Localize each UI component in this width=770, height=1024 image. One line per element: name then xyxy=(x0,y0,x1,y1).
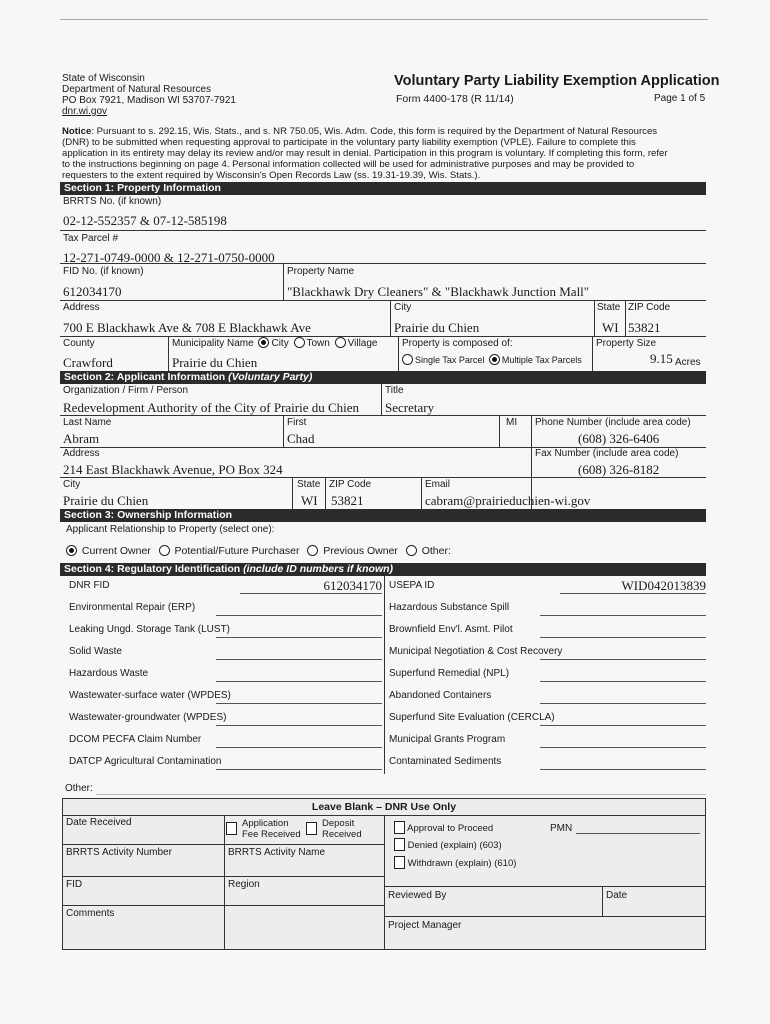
org-label: Organization / Firm / Person xyxy=(63,385,189,396)
right-reg-value-0[interactable]: WID042013839 xyxy=(621,578,706,593)
left-reg-field-line-8 xyxy=(216,769,382,770)
muni-village-radio[interactable] xyxy=(335,337,346,348)
left-reg-field-line-7 xyxy=(216,747,382,748)
phone-label: Phone Number (include area code) xyxy=(535,417,691,428)
comments-label: Comments xyxy=(66,908,115,919)
brrts-label: BRRTS No. (if known) xyxy=(63,196,162,207)
top-rule xyxy=(60,19,708,20)
form-title: Voluntary Party Liability Exemption Application xyxy=(394,73,720,89)
review-date-label: Date xyxy=(606,890,628,901)
right-reg-field-line-4 xyxy=(540,681,706,682)
mi-label: MI xyxy=(506,417,518,428)
left-reg-field-line-2 xyxy=(216,637,382,638)
left-reg-label-0: DNR FID xyxy=(69,580,110,591)
email-field[interactable]: cabram@prairieduchien-wi.gov xyxy=(425,493,591,508)
right-reg-field-line-3 xyxy=(540,659,706,660)
applicant-address-label: Address xyxy=(63,448,100,459)
left-reg-field-line-5 xyxy=(216,703,382,704)
pmn-label: PMN xyxy=(550,823,573,834)
single-parcel-radio[interactable] xyxy=(402,354,413,365)
zip-label: ZIP Code xyxy=(628,302,671,313)
phone-field[interactable]: (608) 326-6406 xyxy=(578,431,660,446)
left-reg-label-4: Hazardous Waste xyxy=(69,668,149,679)
date-received-label: Date Received xyxy=(66,817,132,828)
tax-parcel-label: Tax Parcel # xyxy=(63,233,119,244)
first-name-label: First xyxy=(287,417,307,428)
relationship-label: Applicant Relationship to Property (select one): xyxy=(66,524,275,535)
left-reg-label-7: DCOM PECFA Claim Number xyxy=(69,734,202,745)
applicant-city-label: City xyxy=(63,479,81,490)
property-name-label: Property Name xyxy=(287,266,355,277)
right-reg-field-line-8 xyxy=(540,769,706,770)
denied-row: Denied (explain) (603) xyxy=(394,838,502,851)
composed-label: Property is composed of: xyxy=(402,338,513,349)
future-purchaser-radio[interactable] xyxy=(159,545,170,556)
municipality-name-field[interactable]: Prairie du Chien xyxy=(172,355,258,370)
city-field[interactable]: Prairie du Chien xyxy=(394,320,480,335)
left-reg-field-line-1 xyxy=(216,615,382,616)
state-label: State xyxy=(597,302,621,313)
right-reg-label-4: Superfund Remedial (NPL) xyxy=(389,668,510,679)
address-field[interactable]: 700 E Blackhawk Ave & 708 E Blackhawk Ave xyxy=(63,320,311,335)
fid-label: FID No. (if known) xyxy=(63,266,144,277)
other-label: Other: xyxy=(65,783,93,794)
left-reg-field-line-6 xyxy=(216,725,382,726)
notice-bold: Notice xyxy=(62,126,92,137)
property-size-field[interactable]: 9.15 xyxy=(650,351,673,366)
municipality-type: Municipality Name City Town Village xyxy=(172,338,378,349)
page-number: Page 1 of 5 xyxy=(654,93,706,104)
deposit-received-checkbox[interactable] xyxy=(306,822,317,835)
left-reg-field-line-0 xyxy=(240,593,382,594)
county-field[interactable]: Crawford xyxy=(63,355,113,370)
previous-owner-radio[interactable] xyxy=(307,545,318,556)
city-label: City xyxy=(394,302,412,313)
brrts-activity-number-label: BRRTS Activity Number xyxy=(66,847,172,858)
right-reg-field-line-0 xyxy=(560,593,706,594)
muni-city-radio[interactable] xyxy=(258,337,269,348)
form-number: Form 4400-178 (R 11/14) xyxy=(396,93,514,105)
reviewed-by-label: Reviewed By xyxy=(388,890,447,901)
fax-label: Fax Number (include area code) xyxy=(535,448,679,459)
org-field[interactable]: Redevelopment Authority of the City of Prairie du Chien xyxy=(63,400,360,415)
right-reg-label-1: Hazardous Substance Spill xyxy=(389,602,510,613)
section-3-heading: Section 3: Ownership Information xyxy=(60,509,706,522)
left-reg-label-8: DATCP Agricultural Contamination xyxy=(69,756,222,767)
title-field[interactable]: Secretary xyxy=(385,400,435,415)
last-name-field[interactable]: Abram xyxy=(63,431,100,446)
multiple-parcels-radio[interactable] xyxy=(489,354,500,365)
fee-received-checkbox[interactable] xyxy=(226,822,237,835)
left-reg-label-6: Wastewater-groundwater (WPDES) xyxy=(69,712,227,723)
applicant-state-field[interactable]: WI xyxy=(301,493,318,508)
email-label: Email xyxy=(425,479,451,490)
muni-town-radio[interactable] xyxy=(294,337,305,348)
left-reg-label-2: Leaking Ungd. Storage Tank (LUST) xyxy=(69,624,231,635)
left-reg-field-line-3 xyxy=(216,659,382,660)
right-reg-field-line-5 xyxy=(540,703,706,704)
agency-line-2: Department of Natural Resources xyxy=(62,84,211,95)
agency-line-3: PO Box 7921, Madison WI 53707-7921 xyxy=(62,95,236,106)
tax-parcel-field[interactable]: 12-271-0749-0000 & 12-271-0750-0000 xyxy=(63,250,275,265)
fid-field[interactable]: 612034170 xyxy=(63,284,122,299)
county-label: County xyxy=(63,338,95,349)
withdrawn-row: Withdrawn (explain) (610) xyxy=(394,856,516,869)
address-label: Address xyxy=(63,302,100,313)
right-reg-label-6: Superfund Site Evaluation (CERCLA) xyxy=(389,712,555,723)
left-reg-value-0[interactable]: 612034170 xyxy=(323,578,382,593)
left-reg-label-5: Wastewater-surface water (WPDES) xyxy=(69,690,231,701)
denied-checkbox[interactable] xyxy=(394,838,405,851)
right-reg-label-5: Abandoned Containers xyxy=(389,690,492,701)
dnr-use-heading: Leave Blank – DNR Use Only xyxy=(311,801,457,813)
left-reg-field-line-4 xyxy=(216,681,382,682)
notice-text: Notice: Pursuant to s. 292.15, Wis. Stats., and s. NR 750.05, Wis. Adm. Code, this form is required by the Department of Natural Resources (DNR) to be submitted when requesting approval to participate in the voluntary party liability exemption (VPLE). Failure to complete this application in its entirety may delay its review and/or may result in denial. Participation in this program is voluntary. If completing this form, refer to the instructions beginning on page 4. Personal information collected will be used for administrative purposes and may be provided to requesters to the extent required by Wisconsin's Open Records Law (ss. 19.31-19.39, Wis. Stats.). xyxy=(62,126,668,181)
right-reg-label-7: Municipal Grants Program xyxy=(389,734,506,745)
right-reg-field-line-1 xyxy=(540,615,706,616)
left-reg-label-1: Environmental Repair (ERP) xyxy=(69,602,196,613)
zip-field[interactable]: 53821 xyxy=(628,320,661,335)
section-2-heading: Section 2: Applicant Information (Voluntary Party) xyxy=(60,371,706,384)
applicant-zip-label: ZIP Code xyxy=(329,479,372,490)
current-owner-radio[interactable] xyxy=(66,545,77,556)
fax-field[interactable]: (608) 326-8182 xyxy=(578,462,660,477)
applicant-city-field[interactable]: Prairie du Chien xyxy=(63,493,149,508)
agency-website-link[interactable]: dnr.wi.gov xyxy=(62,106,108,117)
applicant-state-label: State xyxy=(297,479,321,490)
right-reg-label-2: Brownfield Env'l. Asmt. Pilot xyxy=(389,624,513,635)
right-reg-field-line-6 xyxy=(540,725,706,726)
property-size-label: Property Size xyxy=(596,338,657,349)
composed-options: Single Tax Parcel Multiple Tax Parcels xyxy=(400,354,582,367)
other-radio[interactable] xyxy=(406,545,417,556)
last-name-label: Last Name xyxy=(63,417,112,428)
section-1-heading: Section 1: Property Information xyxy=(60,182,706,195)
title-label: Title xyxy=(385,385,404,396)
right-reg-field-line-7 xyxy=(540,747,706,748)
brrts-activity-name-label: BRRTS Activity Name xyxy=(228,847,326,858)
agency-line-1: State of Wisconsin xyxy=(62,73,145,84)
right-reg-label-0: USEPA ID xyxy=(389,580,435,591)
relationship-options: Current Owner Potential/Future Purchaser Previous Owner Other: xyxy=(64,544,451,558)
applicant-address-field[interactable]: 214 East Blackhawk Avenue, PO Box 324 xyxy=(63,462,283,477)
property-name-field[interactable]: "Blackhawk Dry Cleaners" & "Blackhawk Junction Mall" xyxy=(287,284,590,299)
approval-row: Approval to Proceed xyxy=(394,821,493,834)
right-reg-label-8: Contaminated Sediments xyxy=(389,756,502,767)
left-reg-label-3: Solid Waste xyxy=(69,646,122,657)
right-reg-label-3: Municipal Negotiation & Cost Recovery xyxy=(389,646,563,657)
other-field-line[interactable] xyxy=(96,794,706,795)
project-manager-label: Project Manager xyxy=(388,920,462,931)
brrts-field[interactable]: 02-12-552357 & 07-12-585198 xyxy=(63,213,227,228)
right-reg-field-line-2 xyxy=(540,637,706,638)
property-size-unit: Acres xyxy=(675,357,701,368)
section-4-heading: Section 4: Regulatory Identification (include ID numbers if known) xyxy=(60,563,706,576)
dnr-fid-label: FID xyxy=(66,879,83,890)
approval-checkbox[interactable] xyxy=(394,821,405,834)
applicant-zip-field[interactable]: 53821 xyxy=(331,493,364,508)
region-label: Region xyxy=(228,879,260,890)
withdrawn-checkbox[interactable] xyxy=(394,856,405,869)
state-field[interactable]: WI xyxy=(602,320,619,335)
first-name-field[interactable]: Chad xyxy=(287,431,315,446)
